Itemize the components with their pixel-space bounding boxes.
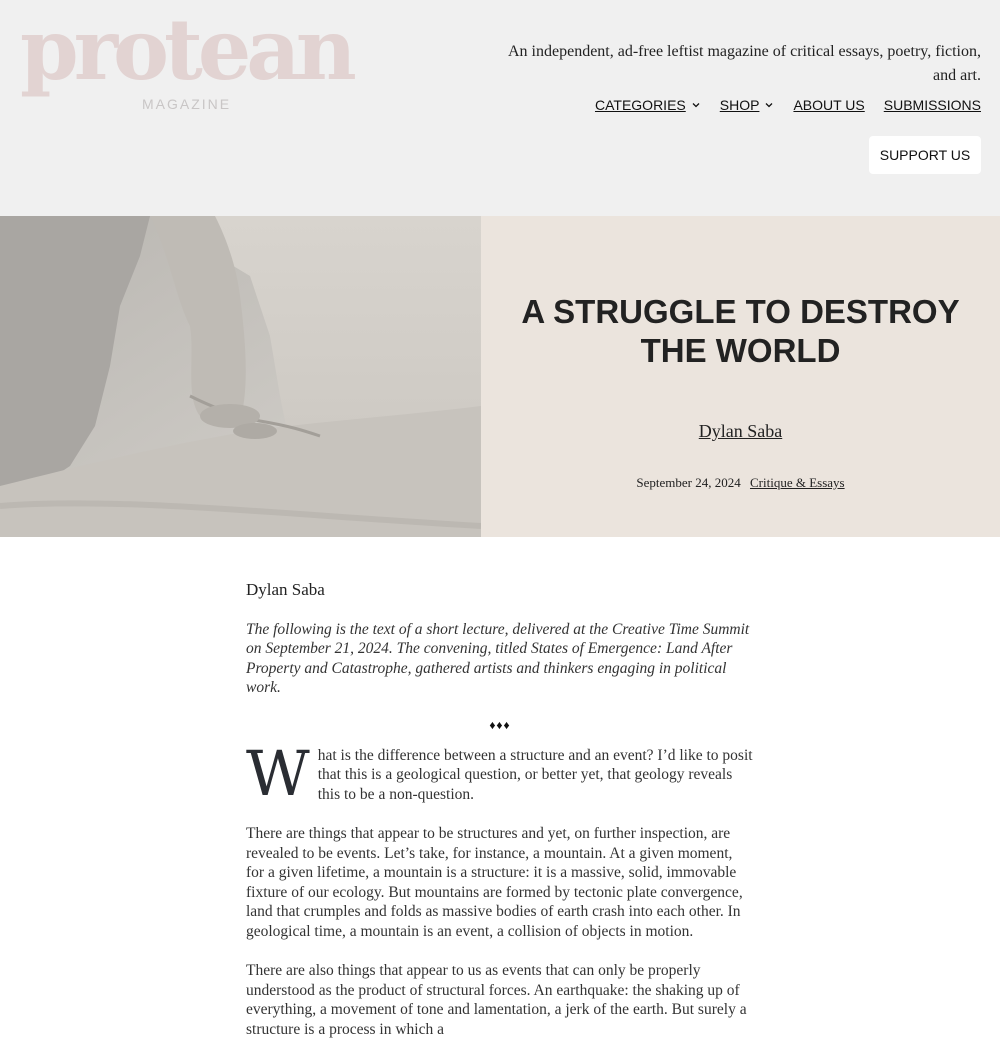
nav-about-us-label: ABOUT US	[793, 97, 865, 113]
nav-submissions-label: SUBMISSIONS	[883, 97, 981, 113]
chevron-down-icon	[764, 100, 774, 110]
category-link[interactable]: Critique & Essays	[749, 475, 845, 490]
nav-submissions[interactable]	[884, 97, 981, 113]
article-paragraph: There are things that appear to be structures and yet, on further inspection, are revealed to be events. Let’s take, for instance, a mountain. At a given moment, for a given lifetime, a mountain is a structure: it is a massive, solid, immovable fixture of our ecology. But mountains are formed by tectonic plate convergence, land that crumples and folds as massive bodies of earth crash into each other. In geological time, a mountain is an event, a collision of objects in motion.	[246, 824, 743, 940]
article-meta	[481, 475, 1000, 491]
site-tagline: An independent, ad-free leftist magazine of critical essays, poetry, fiction, and art.	[508, 43, 981, 84]
hero-text-panel	[481, 216, 1000, 537]
section-divider: ♦♦♦	[489, 717, 511, 732]
paragraph-text: hat is the difference between a structure and an event? I’d like to posit that this is a geological question, or better yet, that geology reveals this to be a non-question.	[317, 746, 753, 803]
article-body	[246, 580, 754, 1059]
author-link[interactable]: Dylan Saba	[698, 421, 783, 441]
nav-shop-label: SHOP	[719, 97, 760, 113]
article-hero	[0, 216, 1000, 537]
drop-cap: W	[246, 736, 310, 810]
article-title: A STRUGGLE TO DESTROY THE WORLD	[521, 293, 960, 369]
article-paragraph: There are also things that appear to us as events that can only be properly understood as the product of structural forces. An earthquake: the shaking up of everything, a movement of tone and lamentation, a jerk of the earth. But surely a structure is a process in which a	[246, 962, 747, 1038]
hero-image	[0, 216, 481, 537]
site-logo[interactable]	[20, 0, 352, 116]
nav-about-us[interactable]	[793, 97, 864, 113]
main-nav	[576, 97, 981, 113]
logo-wordmark: protean	[20, 0, 352, 99]
publish-date: September 24, 2024	[636, 475, 741, 490]
support-us-button[interactable]: SUPPORT US	[869, 136, 981, 174]
article-paragraph	[246, 736, 754, 810]
logo-subtitle: MAGAZINE	[142, 96, 232, 112]
nav-categories[interactable]	[595, 97, 701, 113]
article-intro: The following is the text of a short lecture, delivered at the Creative Time Summit on September 21, 2024. The convening, titled States of Emergence: Land After Property and Catastrophe, gathered artists and thinkers engaging in political work.	[246, 620, 750, 697]
chevron-down-icon	[691, 100, 701, 110]
nav-categories-label: CATEGORIES	[594, 97, 686, 113]
site-header	[0, 0, 1000, 216]
canyon-photo	[0, 216, 481, 537]
nav-shop[interactable]	[720, 97, 775, 113]
article-byline: Dylan Saba	[246, 580, 325, 599]
